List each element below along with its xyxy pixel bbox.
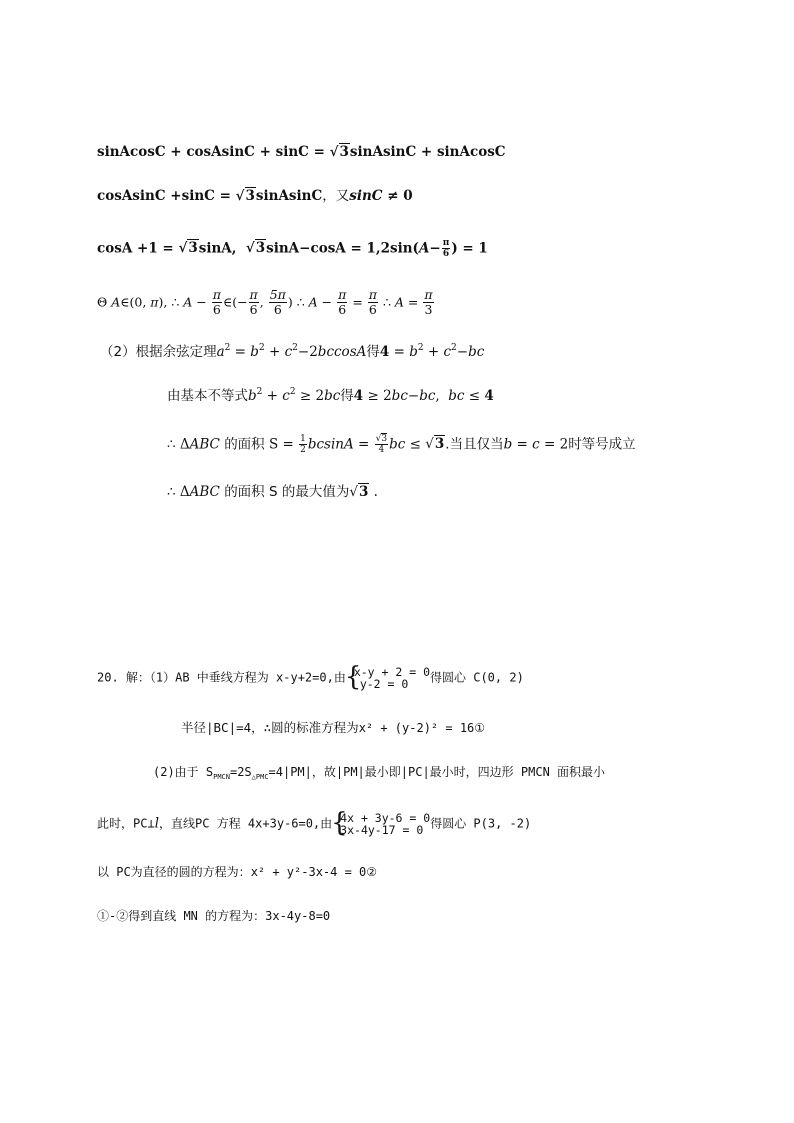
- fraction: [299, 434, 307, 456]
- equation-line-4: Θ A∈(0, π), ∴ A − $\frac{\pi}{6}$ ∈(− $\frac{\pi}{6}$ , $\frac{5\pi}{6}$ ) ∴ A − $\frac{\pi}{6}$ = $\frac{\pi}{6}$ ∴ A = $\frac{\pi}{3}$: [97, 287, 433, 318]
- term: sinAsinC: [255, 188, 323, 204]
- radicand: 3: [358, 484, 369, 500]
- equation-line-1: sinAcosC + cosAsinC + sinC = √3sinAsinC + sinAcosC: [97, 144, 506, 160]
- equation-line-5: （2）根据余弦定理$a^2 = b^2 + c^2-2bccosA$得$4 = b^2 + c^2-bc$: [100, 343, 485, 360]
- text: ，直线PC 方程 4x+3y-6=0,由: [159, 816, 333, 831]
- radicand: 3: [381, 434, 388, 444]
- text: （2）根据余弦定理: [100, 344, 217, 360]
- term: ≠ 0: [382, 188, 413, 204]
- equation-line-7: ∴ ΔABC 的面积 S = $\frac{1}{2}$ bcsinA = $\frac{√3}{4}$ bc ≤ √3.当且仅当b = c = 2时等号成立: [167, 434, 636, 456]
- fraction: [212, 288, 222, 318]
- term: sinC: [275, 144, 309, 160]
- term: sinA: [266, 240, 300, 257]
- sqrt: √3: [425, 436, 445, 453]
- fraction: [269, 288, 287, 318]
- fraction: [423, 288, 433, 318]
- num: π: [442, 238, 450, 248]
- text: 以 PC为直径的圆的方程为：: [97, 865, 251, 879]
- text: △PMC: [251, 773, 269, 781]
- num: π: [424, 287, 433, 302]
- equation-line-6: 由基本不等式$b^2 + c^2 \ge 2bc$得4 ≥ 2bc−bc, bc ≤ 4: [167, 387, 494, 404]
- text: 由基本不等式: [167, 388, 248, 404]
- radicand: 3: [434, 436, 445, 453]
- radicand: 3: [245, 188, 255, 204]
- term: cosAsinC: [186, 144, 255, 160]
- radicand: 3: [339, 144, 349, 160]
- text: 20. 解：（1）AB 中垂线方程为 x-y+2=0,由: [97, 670, 346, 685]
- term: Θ: [97, 294, 108, 310]
- q20-line-2: [181, 722, 485, 736]
- fraction: [337, 288, 347, 318]
- row: y-2 = 0: [359, 677, 409, 692]
- num: π: [338, 287, 347, 302]
- text: ①-②得到直线 MN 的方程为：3x-4y-8=0: [97, 909, 331, 923]
- num: 1: [300, 434, 306, 444]
- term: sinA: [198, 240, 232, 257]
- term: cosA: [310, 240, 346, 257]
- den: 6: [442, 249, 450, 260]
- num: π: [368, 287, 377, 302]
- sqrt: √3: [178, 240, 198, 257]
- text: 得圆心 P(3, -2): [430, 816, 532, 831]
- term: sinC: [181, 188, 215, 204]
- text: =2S: [229, 765, 252, 779]
- text: =4|PM|，故|PM|最小即|PC|最小时，四边形 PMCN 面积最小: [268, 765, 606, 779]
- text: ，又: [322, 188, 350, 204]
- fraction: $\frac{√3}{4}$: [375, 434, 388, 456]
- q20-line-4: [97, 808, 532, 838]
- radicand: 3: [255, 240, 266, 257]
- q20-line-5: [97, 866, 377, 880]
- equation-system: { 4x + 3y-6 = 0 3x-4y-17 = 0: [331, 808, 431, 838]
- text: 半径|BC|=4，∴圆的标准方程为: [181, 720, 359, 735]
- den: 6: [212, 302, 221, 318]
- den: 4: [378, 445, 385, 456]
- q20-line-6: [97, 910, 330, 924]
- q20-line-1: [97, 662, 524, 692]
- num: 5π: [269, 287, 286, 302]
- text: 此时，PC⊥: [97, 816, 155, 831]
- text: x² + y²-3x-4 = 0②: [250, 865, 378, 879]
- term: sinAcosC: [436, 144, 506, 160]
- sqrt: √3: [349, 484, 369, 500]
- text: x² + (y-2)² = 16①: [358, 721, 486, 735]
- num: π: [212, 287, 221, 302]
- term: cosAsinC: [97, 188, 166, 204]
- fraction: [249, 288, 259, 318]
- fraction: [368, 288, 378, 318]
- term: cosA: [97, 240, 133, 257]
- text: l: [154, 815, 160, 832]
- den: 6: [368, 302, 377, 318]
- equation-system: { x-y + 2 = 0 y-2 = 0: [344, 662, 430, 692]
- row: 3x-4y-17 = 0: [340, 823, 424, 838]
- den: 3: [424, 302, 433, 318]
- equation-line-8: ∴ ΔABC 的面积 S 的最大值为√3 .: [167, 484, 378, 500]
- fraction: [442, 238, 451, 260]
- text: (2)由于 S: [153, 765, 214, 779]
- text: PMCN: [213, 773, 230, 781]
- q20-line-3: [153, 766, 605, 781]
- sqrt: √3: [329, 144, 349, 160]
- radicand: 3: [188, 240, 198, 257]
- term: sinC: [349, 188, 383, 204]
- num: π: [249, 287, 258, 302]
- den: 6: [273, 302, 282, 318]
- equation-line-3: cosA +1 = √3sinA, √3sinA−cosA = 1,2sin(A− $\frac{\pi}{6}$ ) = 1: [97, 238, 488, 260]
- term: sinAsinC: [349, 144, 417, 160]
- equation-line-2: cosAsinC +sinC = √3sinAsinC，又sinC ≠ 0: [97, 188, 413, 204]
- row: x-y + 2 = 0: [353, 665, 430, 679]
- den: 6: [338, 302, 347, 318]
- row: 4x + 3y-6 = 0: [340, 811, 431, 825]
- sqrt: √3: [235, 188, 255, 204]
- den: 2: [300, 445, 306, 456]
- term: sinAcosC: [97, 144, 166, 160]
- sqrt: √3: [245, 240, 266, 257]
- text: 得圆心 C(0, 2): [430, 670, 524, 685]
- den: 6: [249, 302, 258, 318]
